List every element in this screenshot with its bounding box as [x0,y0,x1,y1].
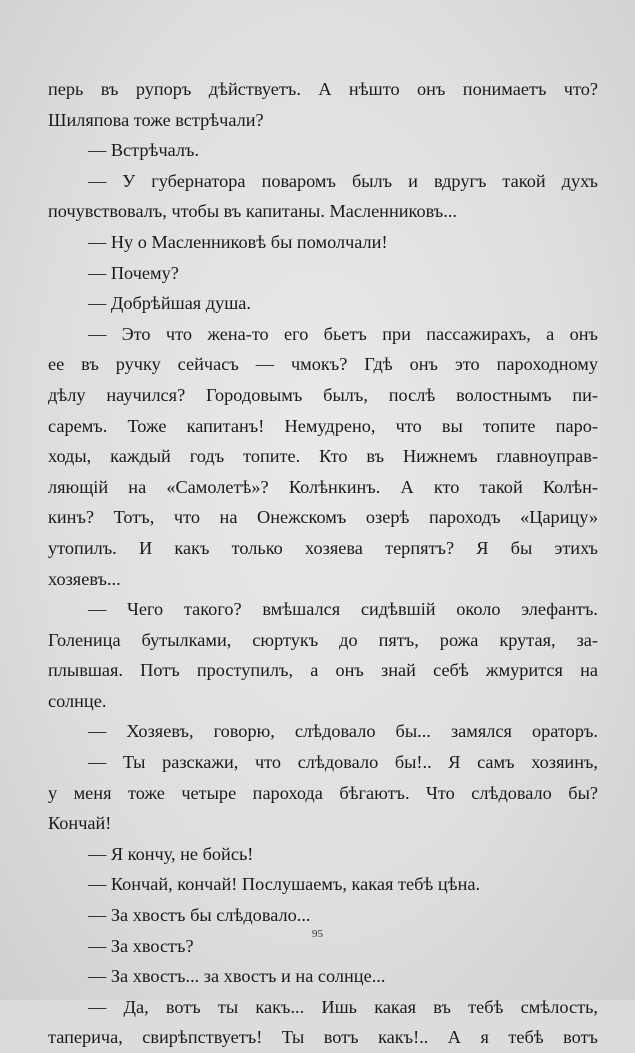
page-number: 95 [312,928,323,940]
text-line: утопилъ. И какъ только хозяева терпятъ? Я бы этихъ [48,537,598,558]
text-line: плывшая. Потъ проступилъ, а онъ знай себѣ жмурится на [48,660,598,681]
text-line: саремъ. Тоже капитанъ! Немудрено, что вы топите паро- [48,415,598,436]
text-line: — Хозяевъ, говорю, слѣдовало бы... замялся ораторъ. [88,721,598,742]
text-line: — Добрѣйшая душа. [88,293,251,314]
text-line: — Кончай, кончай! Послушаемъ, какая тебѣ цѣна. [88,874,481,895]
text-line: — Ну о Масленниковѣ бы помолчали! [88,231,388,252]
text-line: — Встрѣчалъ. [88,140,200,161]
text-line: почувствовалъ, чтобы въ капитаны. Масленниковъ... [48,201,457,222]
text-line: — За хвостъ... за хвостъ и на солнце... [88,966,386,987]
text-line: солнце. [48,690,107,711]
text-line: перь въ рупоръ дѣйствуетъ. А нѣшто онъ понимаетъ что? [48,79,598,99]
text-line: — За хвостъ бы слѣдовало... [88,905,311,926]
body-text [48,74,598,1053]
text-line: у меня тоже четыре парохода бѣгаютъ. Что слѣдовало бы? [48,782,598,803]
text-line: — Да, вотъ ты какъ... Ишь какая въ тебѣ смѣлость, [88,996,598,1017]
text-line: Кончай! [48,813,112,834]
text-line: кинъ? Тотъ, что на Онежскомъ озерѣ пароходъ «Царицу» [48,507,598,528]
text-line: таперича, свирѣпствуетъ! Ты вотъ какъ!.. А я тебѣ вотъ [48,1027,598,1048]
text-line: ее въ ручку сейчасъ — чмокъ? Гдѣ онъ это пароходному [48,354,598,375]
text-line: дѣлу научился? Городовымъ былъ, послѣ волостнымъ пи- [48,384,598,405]
text-line: — Это что жена-то его бьетъ при пассажирахъ, а онъ [88,323,598,344]
text-line: хозяевъ... [48,568,121,589]
text-line: ляющій на «Самолетѣ»? Колѣнкинъ. А кто такой Колѣн- [48,476,598,497]
text-line: — За хвостъ? [88,935,194,956]
text-line: Голеница бутылками, сюртукъ до пятъ, рожа крутая, за- [48,629,598,650]
text-line: — Ты разскажи, что слѣдовало бы!.. Я самъ хозяинъ, [88,752,598,773]
text-line: ходы, каждый годъ топите. Кто въ Нижнемъ главноуправ- [48,446,598,467]
text-line: — У губернатора поваромъ былъ и вдругъ такой духъ [88,170,598,191]
text-line: — Почему? [88,262,179,283]
text-line: Шиляпова тоже встрѣчали? [48,109,264,130]
text-line: — Я кончу, не бойсь! [88,843,254,864]
text-line: — Чего такого? вмѣшался сидѣвшій около элефантъ. [88,599,598,620]
